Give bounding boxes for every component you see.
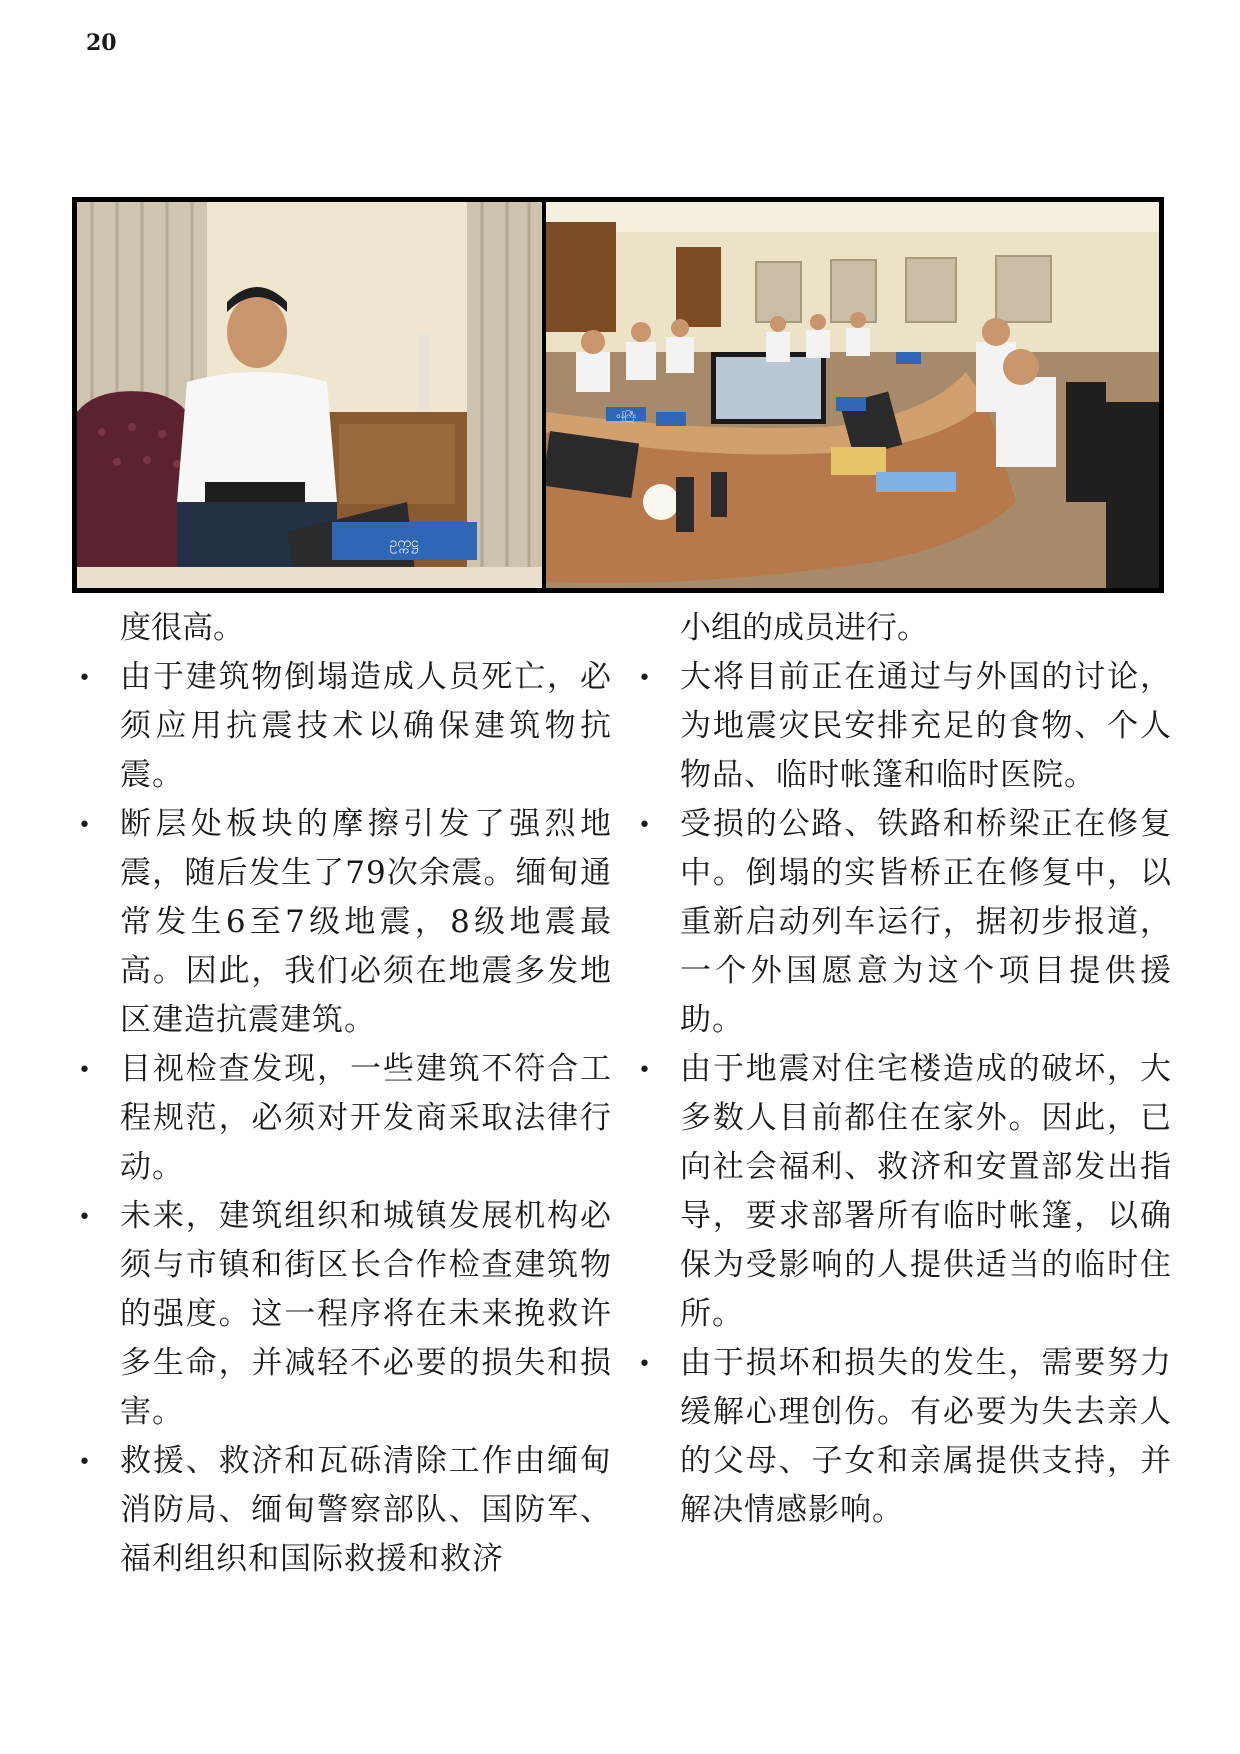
- list-item: [632, 653, 1172, 800]
- conference-photo-illustration: [546, 202, 1159, 588]
- bullet-icon: •: [78, 1205, 91, 1230]
- list-item: [72, 1437, 612, 1584]
- page-number: 20: [86, 30, 117, 56]
- list-item-text: 由于损坏和损失的发生，需要努力缓解心理创伤。有必要为失去亲人的父母、子女和亲属提供支持，并解决情感影响。: [680, 1345, 1172, 1528]
- left-bullet-list: [72, 653, 612, 1584]
- bullet-icon: •: [638, 813, 651, 838]
- bullet-icon: •: [78, 666, 91, 691]
- right-text-column: [632, 604, 1172, 1535]
- list-item-text: 由于建筑物倒塌造成人员死亡，必须应用抗震技术以确保建筑物抗震。: [120, 659, 612, 793]
- list-item: [72, 1045, 612, 1192]
- list-item-text: 受损的公路、铁路和桥梁正在修复中。倒塌的实皆桥正在修复中，以重新启动列车运行，据初步报道，一个外国愿意为这个项目提供援助。: [680, 806, 1172, 1038]
- left-continuation-text: 度很高。: [120, 610, 244, 646]
- bullet-icon: •: [638, 666, 651, 691]
- list-item-text: 目视检查发现，一些建筑不符合工程规范，必须对开发商采取法律行动。: [120, 1051, 612, 1185]
- list-item-text: 由于地震对住宅楼造成的破坏，大多数人目前都住在家外。因此，已向社会福利、救济和安置部发出指导，要求部署所有临时帐篷，以确保为受影响的人提供适当的临时住所。: [680, 1051, 1172, 1332]
- photo-speaker: [77, 202, 542, 588]
- list-item-text: 断层处板块的摩擦引发了强烈地震，随后发生了79次余震。缅甸通常发生6至7级地震，8级地震最高。因此，我们必须在地震多发地区建造抗震建筑。: [120, 806, 612, 1038]
- bullet-icon: •: [78, 813, 91, 838]
- placard-text: ဝန်ကြီး: [616, 411, 636, 420]
- bullet-icon: •: [78, 1450, 91, 1475]
- left-text-column: [72, 604, 612, 1584]
- list-item: [632, 1045, 1172, 1339]
- list-item: [72, 653, 612, 800]
- right-bullet-list: [632, 653, 1172, 1535]
- right-continuation-text: 小组的成员进行。: [680, 610, 928, 646]
- list-item: [632, 1339, 1172, 1535]
- list-item-text: 未来，建筑组织和城镇发展机构必须与市镇和街区长合作检查建筑物的强度。这一程序将在未来挽救许多生命，并减轻不必要的损失和损害。: [120, 1198, 612, 1430]
- nameplate-text: ဥက္ကဋ္ဌ: [389, 535, 419, 551]
- bullet-icon: •: [78, 1058, 91, 1083]
- photo-strip: [72, 197, 1164, 593]
- list-item-text: 大将目前正在通过与外国的讨论，为地震灾民安排充足的食物、个人物品、临时帐篷和临时医院。: [680, 659, 1172, 793]
- list-item: [632, 800, 1172, 1045]
- list-item: [72, 1192, 612, 1437]
- bullet-icon: •: [638, 1058, 651, 1083]
- list-item-text: 救援、救济和瓦砾清除工作由缅甸消防局、缅甸警察部队、国防军、福利组织和国际救援和救济: [120, 1443, 612, 1577]
- list-item: [72, 800, 612, 1045]
- speaker-photo-illustration: [77, 202, 542, 588]
- photo-conference-room: [546, 202, 1159, 588]
- bullet-icon: •: [638, 1352, 651, 1377]
